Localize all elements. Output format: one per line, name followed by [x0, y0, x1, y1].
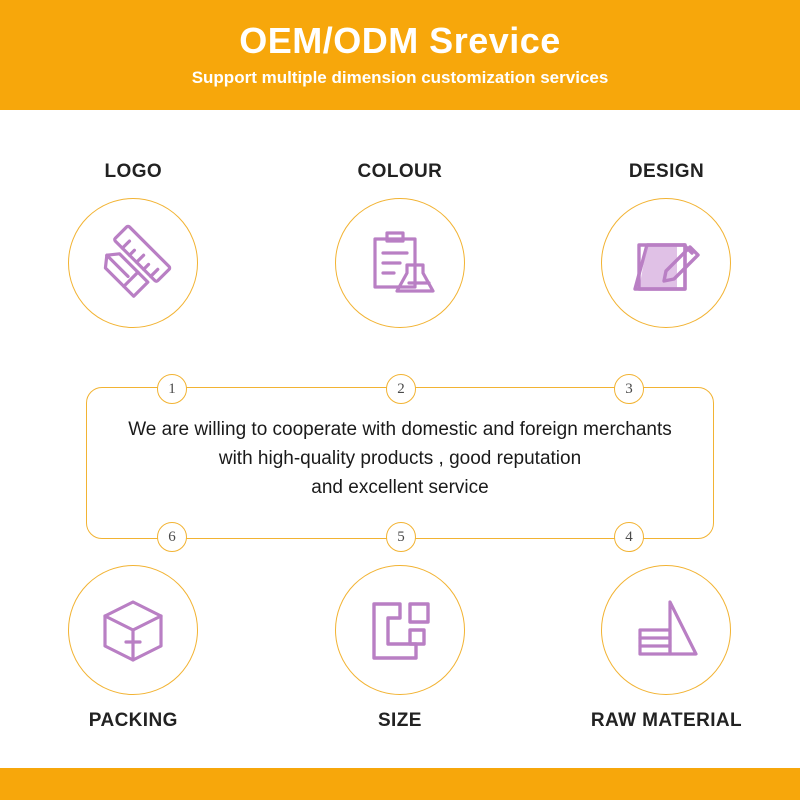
service-circle-packing[interactable] [68, 565, 198, 695]
service-circle-design[interactable] [601, 198, 731, 328]
header-banner [0, 0, 800, 110]
size-shapes-icon [360, 590, 440, 670]
service-label-packing: PACKING [88, 710, 178, 731]
step-badge-2: 2 [386, 374, 416, 404]
step-badge-3: 3 [614, 374, 644, 404]
material-chart-icon [626, 590, 706, 670]
clipboard-flask-icon [360, 223, 440, 303]
service-circle-raw-material[interactable] [601, 565, 731, 695]
step-badge-5: 5 [386, 522, 416, 552]
service-item-packing[interactable] [0, 565, 267, 733]
service-item-raw-material[interactable] [533, 565, 800, 733]
page-title: OEM/ODM Srevice [239, 20, 561, 61]
service-item-design[interactable] [533, 160, 800, 328]
center-line-3: and excellent service [311, 477, 489, 498]
service-label-size: SIZE [377, 710, 422, 731]
service-label-colour: COLOUR [357, 161, 443, 182]
center-line-2: with high-quality products , good reputation [218, 448, 582, 469]
service-item-logo[interactable] [0, 160, 267, 328]
step-badge-4: 4 [614, 522, 644, 552]
service-circle-colour[interactable] [335, 198, 465, 328]
service-circle-logo[interactable] [68, 198, 198, 328]
center-line-1: We are willing to cooperate with domestic and foreign merchants [128, 419, 672, 440]
center-message-text [86, 415, 714, 502]
service-label-logo: LOGO [104, 161, 163, 182]
footer-strip [0, 768, 800, 800]
step-badge-6: 6 [157, 522, 187, 552]
ruler-pencil-icon [93, 223, 173, 303]
top-service-row [0, 160, 800, 328]
service-item-size[interactable] [267, 565, 534, 733]
service-label-raw-material: RAW MATERIAL [590, 710, 743, 731]
pencil-square-icon [626, 223, 706, 303]
service-item-colour[interactable] [267, 160, 534, 328]
box-package-icon [93, 590, 173, 670]
bottom-service-row [0, 565, 800, 733]
service-label-design: DESIGN [628, 161, 705, 182]
page-subtitle: Support multiple dimension customization services [191, 68, 609, 87]
service-circle-size[interactable] [335, 565, 465, 695]
step-badge-1: 1 [157, 374, 187, 404]
